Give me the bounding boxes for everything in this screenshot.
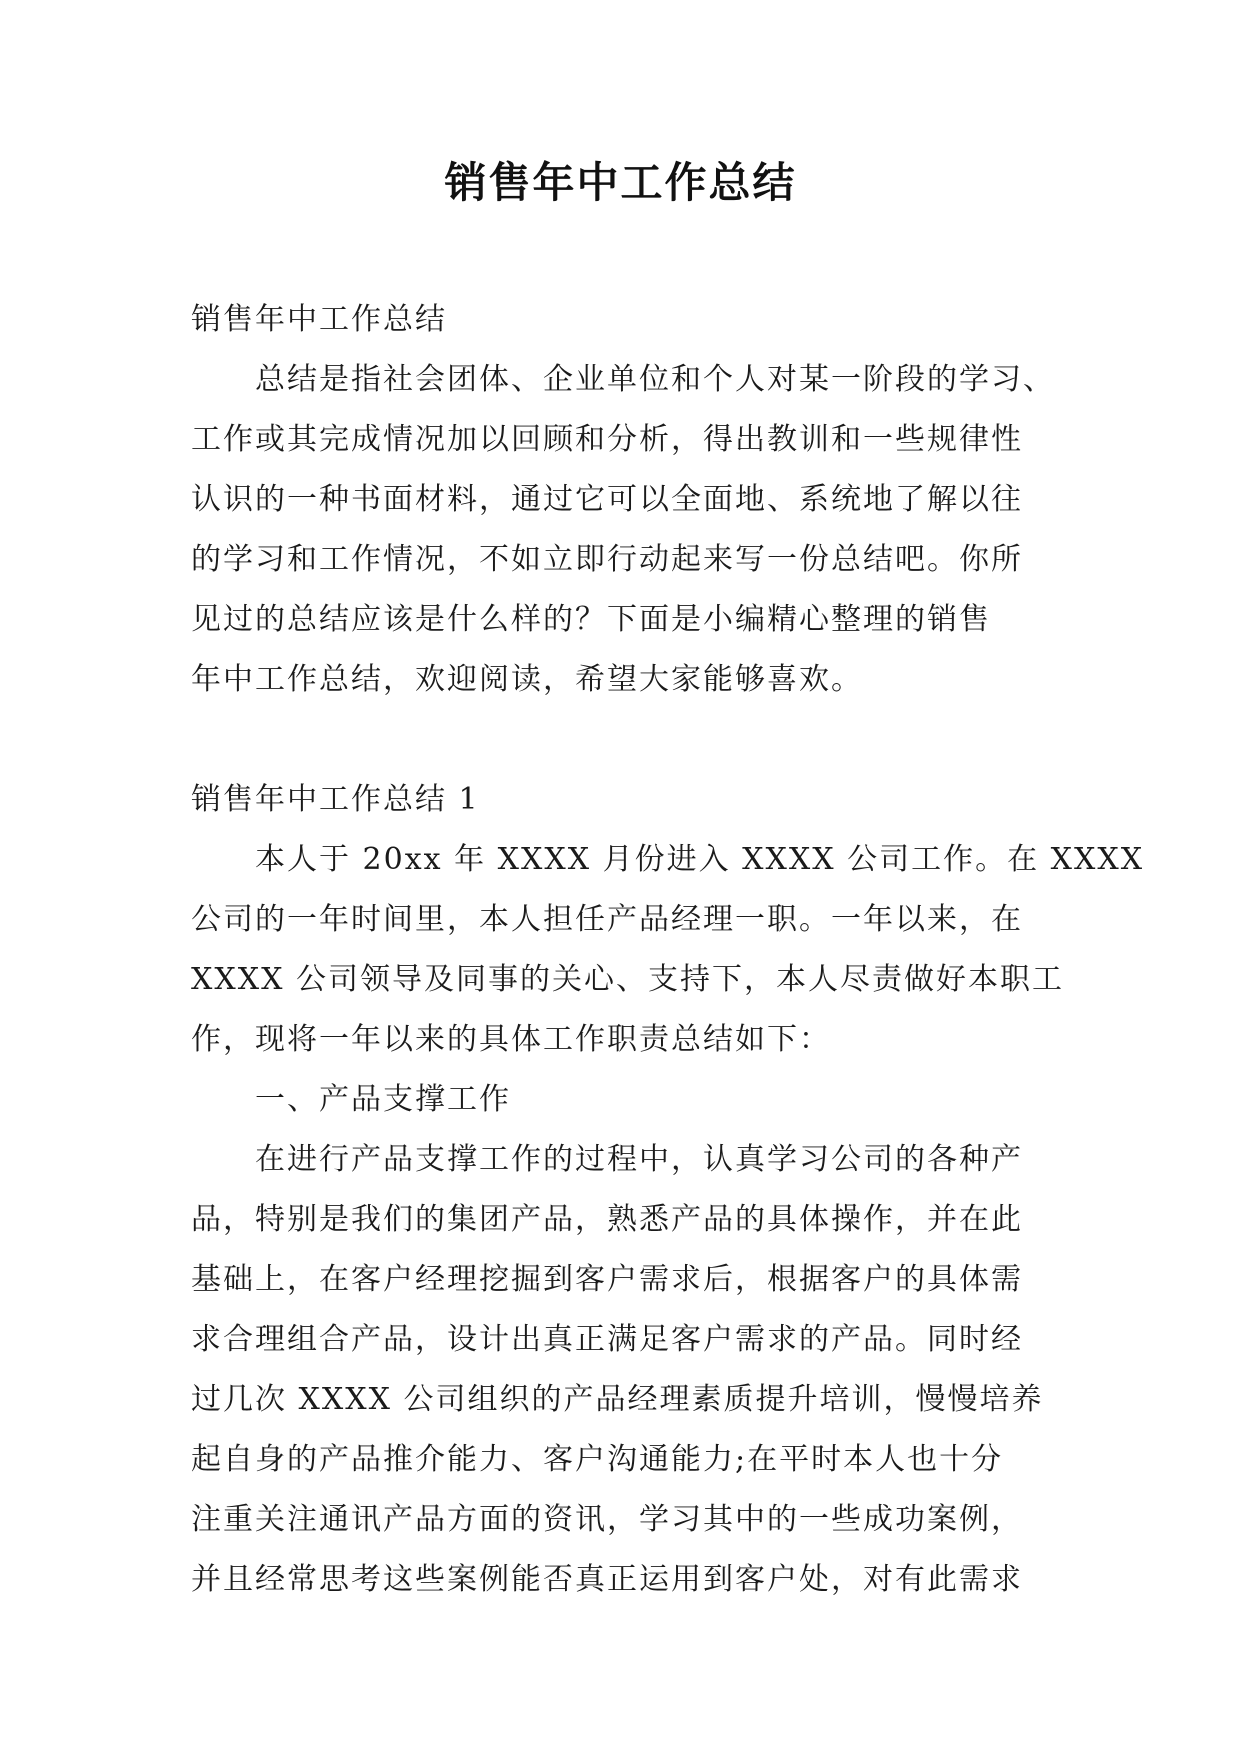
- paragraph-line: 基础上，在客户经理挖掘到客户需求后，根据客户的具体需: [191, 1262, 1023, 1297]
- paragraph-line: 求合理组合产品，设计出真正满足客户需求的产品。同时经: [191, 1322, 1023, 1357]
- paragraph-line: 过几次 XXXX 公司组织的产品经理素质提升培训，慢慢培养: [191, 1382, 1044, 1417]
- subheading: 一、产品支撑工作: [255, 1082, 511, 1117]
- paragraph-line: 并且经常思考这些案例能否真正运用到客户处，对有此需求: [191, 1562, 1023, 1597]
- section-heading: 销售年中工作总结 1: [191, 782, 480, 817]
- paragraph-line: 起自身的产品推介能力、客户沟通能力;在平时本人也十分: [191, 1442, 1004, 1477]
- document-body: [191, 290, 1145, 1610]
- paragraph-line: 公司的一年时间里，本人担任产品经理一职。一年以来，在: [191, 902, 1023, 937]
- document-title: 销售年中工作总结: [444, 158, 797, 207]
- paragraph-line: 注重关注通讯产品方面的资讯，学习其中的一些成功案例，: [191, 1502, 1023, 1537]
- paragraph-gap: [191, 710, 1051, 770]
- intro-line: 见过的总结应该是什么样的？下面是小编精心整理的销售: [191, 602, 991, 637]
- intro-heading: 销售年中工作总结: [191, 302, 447, 337]
- paragraph-line: XXXX 公司领导及同事的关心、支持下，本人尽责做好本职工: [191, 962, 1064, 997]
- paragraph-line: 作，现将一年以来的具体工作职责总结如下：: [191, 1022, 831, 1057]
- intro-line: 的学习和工作情况，不如立即行动起来写一份总结吧。你所: [191, 542, 1023, 577]
- intro-line: 总结是指社会团体、企业单位和个人对某一阶段的学习、: [255, 362, 1055, 397]
- intro-line: 年中工作总结，欢迎阅读，希望大家能够喜欢。: [191, 662, 863, 697]
- paragraph-line: 本人于 20xx 年 XXXX 月份进入 XXXX 公司工作。在 XXXX: [255, 842, 1145, 877]
- intro-line: 工作或其完成情况加以回顾和分析，得出教训和一些规律性: [191, 422, 1023, 457]
- paragraph-line: 品，特别是我们的集团产品，熟悉产品的具体操作，并在此: [191, 1202, 1023, 1237]
- paragraph-line: 在进行产品支撑工作的过程中，认真学习公司的各种产: [255, 1142, 1023, 1177]
- intro-line: 认识的一种书面材料，通过它可以全面地、系统地了解以往: [191, 482, 1023, 517]
